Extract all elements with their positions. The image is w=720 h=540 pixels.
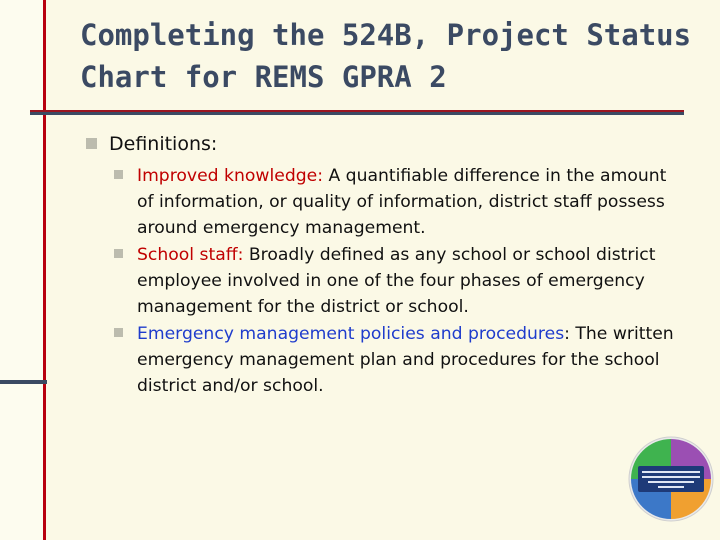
- definition-item-school-staff: [114, 242, 686, 320]
- definition-item-improved-knowledge: [114, 163, 686, 241]
- definition-text: [137, 163, 677, 241]
- definition-term-suffix: :: [564, 324, 570, 344]
- definition-body: A quantifiable difference in the amount of information, or quality of information, district staff possess around emergency management.: [137, 166, 667, 238]
- bullet-definitions: [86, 132, 686, 156]
- left-accent-bar: [0, 380, 47, 384]
- square-bullet-icon: [114, 328, 123, 337]
- definition-body: Broadly defined as any school or school district employee involved in one of the four phases of emergency management for the district or school.: [137, 245, 656, 317]
- definition-body: The written emergency management plan and procedures for the school district and/or school.: [137, 324, 674, 396]
- slide-title: [80, 14, 700, 98]
- rems-ta-center-logo-icon: [628, 436, 714, 522]
- definition-term: School staff:: [137, 245, 244, 265]
- definitions-label: Definitions:: [109, 133, 218, 155]
- slide-body: [86, 132, 686, 400]
- definition-term: Emergency management policies and procedures: [137, 324, 565, 344]
- definitions-list: [114, 163, 686, 399]
- square-bullet-icon: [114, 249, 123, 258]
- left-band: [0, 0, 46, 540]
- definition-term: Improved knowledge:: [137, 166, 323, 186]
- title-line-1: Completing the 524B, Project Status: [80, 18, 692, 52]
- title-divider: [30, 112, 684, 115]
- square-bullet-icon: [86, 138, 97, 149]
- definition-text: [137, 321, 677, 399]
- square-bullet-icon: [114, 170, 123, 179]
- definition-item-em-policies: [114, 321, 686, 399]
- title-line-2: Chart for REMS GPRA 2: [80, 60, 447, 94]
- definition-text: [137, 242, 677, 320]
